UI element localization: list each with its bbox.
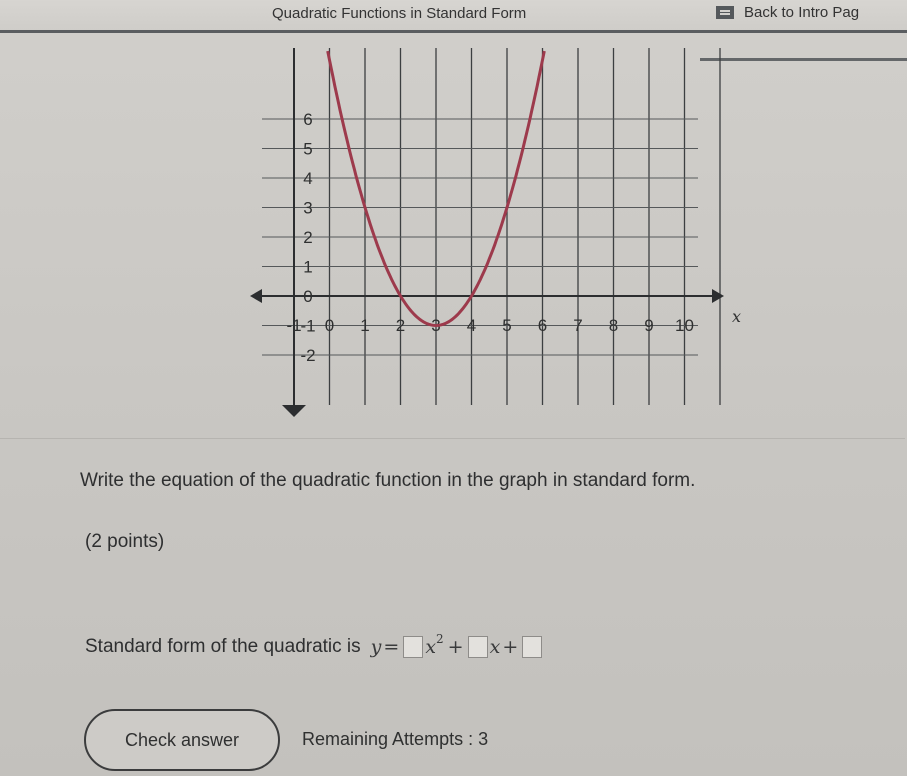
coefficient-a-input[interactable] xyxy=(403,636,423,658)
question-prompt: Write the equation of the quadratic function in the graph in standard form. xyxy=(80,470,696,491)
x-axis-right-arrow xyxy=(712,289,724,303)
equation xyxy=(370,632,545,658)
x-tick-label: 5 xyxy=(502,316,512,335)
parabola-graph xyxy=(0,33,905,438)
y-axis-down-arrow xyxy=(282,405,306,417)
top-bar xyxy=(0,0,907,33)
y-tick-label: -1 xyxy=(300,316,316,336)
eq-equals: = xyxy=(383,636,400,658)
x-tick-label: 6 xyxy=(537,316,548,335)
x-axis-left-arrow xyxy=(250,289,262,303)
eq-y: y xyxy=(370,636,382,658)
graph-panel xyxy=(0,33,905,439)
y-tick-label: 2 xyxy=(303,228,313,247)
x-tick-label: 8 xyxy=(608,316,619,335)
eq-x-squared: x xyxy=(425,636,437,658)
check-answer-button[interactable]: Check answer xyxy=(84,709,280,771)
eq-x: x xyxy=(489,636,501,658)
y-tick-label: 3 xyxy=(303,198,313,218)
back-to-intro-link[interactable] xyxy=(716,4,859,21)
x-tick-label: 3 xyxy=(431,316,441,335)
x-tick-label: 10 xyxy=(675,316,694,335)
standard-form-row xyxy=(85,632,544,658)
document-icon xyxy=(716,6,734,19)
standard-form-label: Standard form of the quadratic is xyxy=(85,636,361,657)
x-tick-label: 2 xyxy=(395,316,406,335)
constant-c-input[interactable] xyxy=(522,636,542,658)
x-tick-label: 1 xyxy=(360,316,370,335)
x-tick-label: 7 xyxy=(573,316,583,335)
x-axis-label: x xyxy=(732,307,742,326)
x-tick-label: -1 xyxy=(286,316,302,335)
y-tick-label: 6 xyxy=(303,110,313,129)
back-link-label: Back to Intro Pag xyxy=(744,4,860,21)
eq-plus-1: + xyxy=(447,636,464,658)
points-label: (2 points) xyxy=(85,531,165,552)
x-tick-label: 4 xyxy=(466,316,477,335)
coefficient-b-input[interactable] xyxy=(468,636,488,658)
y-tick-label: 5 xyxy=(303,139,313,159)
y-tick-label: 4 xyxy=(303,169,313,188)
eq-plus-2: + xyxy=(502,636,519,658)
x-tick-label: 9 xyxy=(644,316,654,335)
page-title: Quadratic Functions in Standard Form xyxy=(272,5,527,22)
x-tick-label: 0 xyxy=(324,316,335,335)
remaining-attempts: Remaining Attempts : 3 xyxy=(302,729,489,749)
eq-exponent: 2 xyxy=(436,632,444,646)
y-tick-label: 0 xyxy=(303,287,313,306)
y-tick-label: -2 xyxy=(300,346,316,365)
y-tick-label: 1 xyxy=(303,257,313,277)
